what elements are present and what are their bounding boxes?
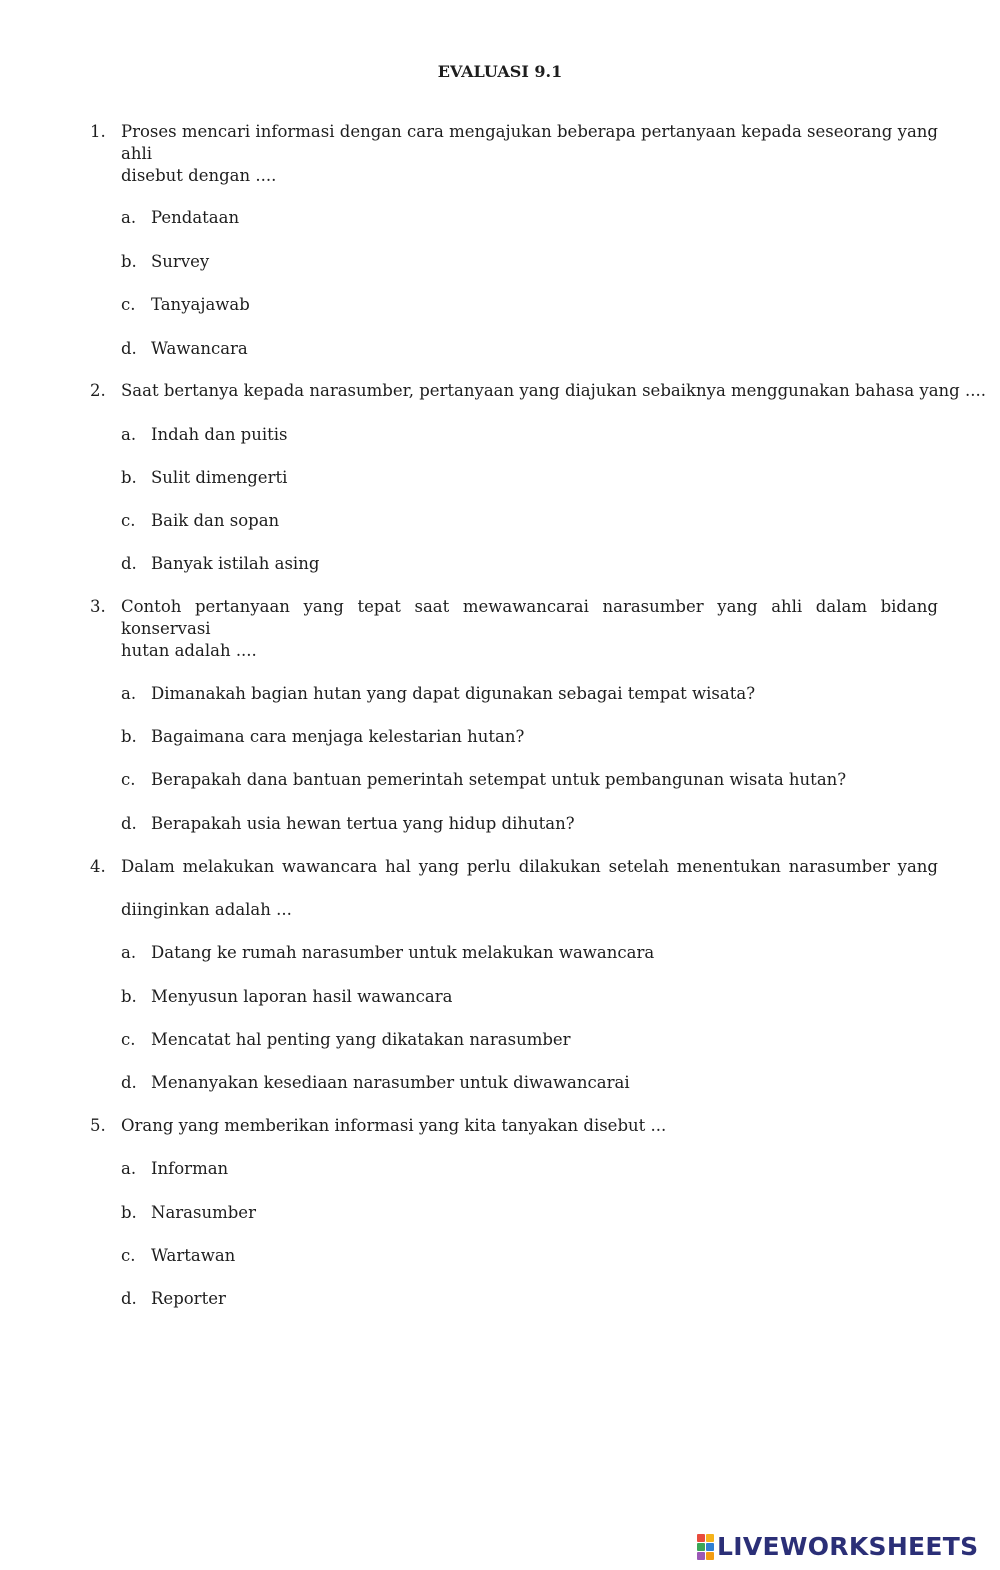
question-number: 4. [90,857,106,876]
option-text: Menanyakan kesediaan narasumber untuk diwawancarai [151,1073,630,1092]
option-text: Baik dan sopan [151,511,280,530]
option-letter: b. [121,1203,137,1222]
option-letter: b. [121,468,137,487]
option-text: Sulit dimengerti [151,468,288,487]
option-text: Datang ke rumah narasumber untuk melakukan wawancara [151,943,655,962]
option-letter: a. [121,684,137,703]
question-text: disebut dengan .... [121,166,277,185]
option-text: Menyusun laporan hasil wawancara [151,987,453,1006]
liveworksheets-logo-icon [697,1534,714,1560]
question-number: 3. [90,597,106,616]
brand-name: LIVEWORKSHEETS [717,1532,979,1561]
option-text: Wartawan [151,1246,236,1265]
option-text: Survey [151,252,210,271]
option-letter: a. [121,425,137,444]
option-text: Wawancara [151,339,248,358]
option-letter: d. [121,1289,137,1308]
question-text: hutan adalah .... [121,641,257,660]
option-letter: d. [121,339,137,358]
option-text: Reporter [151,1289,226,1308]
option-letter: d. [121,554,137,573]
question-number: 5. [90,1116,106,1135]
question-text: Contoh pertanyaan yang tepat saat mewawancarai narasumber yang ahli dalam bidang konservasi [121,597,938,638]
option-text: Berapakah usia hewan tertua yang hidup dihutan? [151,814,575,833]
option-text: Informan [151,1159,229,1178]
option-letter: c. [121,1246,136,1265]
option-letter: a. [121,943,137,962]
option-text: Banyak istilah asing [151,554,320,573]
option-text: Dimanakah bagian hutan yang dapat digunakan sebagai tempat wisata? [151,684,756,703]
question-text: Saat bertanya kepada narasumber, pertanyaan yang diajukan sebaiknya menggunakan bahasa yang .... [121,381,986,400]
question-text: Dalam melakukan wawancara hal yang perlu dilakukan setelah menentukan narasumber yang [121,857,938,876]
option-letter: d. [121,814,137,833]
option-text: Pendataan [151,208,240,227]
question-text: Orang yang memberikan informasi yang kita tanyakan disebut ... [121,1116,667,1135]
option-text: Indah dan puitis [151,425,288,444]
option-letter: c. [121,511,136,530]
option-text: Bagaimana cara menjaga kelestarian hutan? [151,727,525,746]
page-title: EVALUASI 9.1 [437,62,563,81]
option-letter: b. [121,987,137,1006]
option-letter: b. [121,727,137,746]
option-letter: a. [121,208,137,227]
option-letter: c. [121,1030,136,1049]
option-text: Mencatat hal penting yang dikatakan narasumber [151,1030,571,1049]
option-text: Tanyajawab [151,295,250,314]
option-letter: c. [121,295,136,314]
question-number: 1. [90,122,106,141]
option-letter: c. [121,770,136,789]
question-number: 2. [90,381,106,400]
question-text: diinginkan adalah ... [121,900,292,919]
option-letter: b. [121,252,137,271]
option-letter: a. [121,1159,137,1178]
question-text: Proses mencari informasi dengan cara mengajukan beberapa pertanyaan kepada seseorang yang ahli [121,122,938,163]
liveworksheets-brand[interactable] [697,1533,978,1561]
option-text: Narasumber [151,1203,256,1222]
option-text: Berapakah dana bantuan pemerintah setempat untuk pembangunan wisata hutan? [151,770,847,789]
option-letter: d. [121,1073,137,1092]
